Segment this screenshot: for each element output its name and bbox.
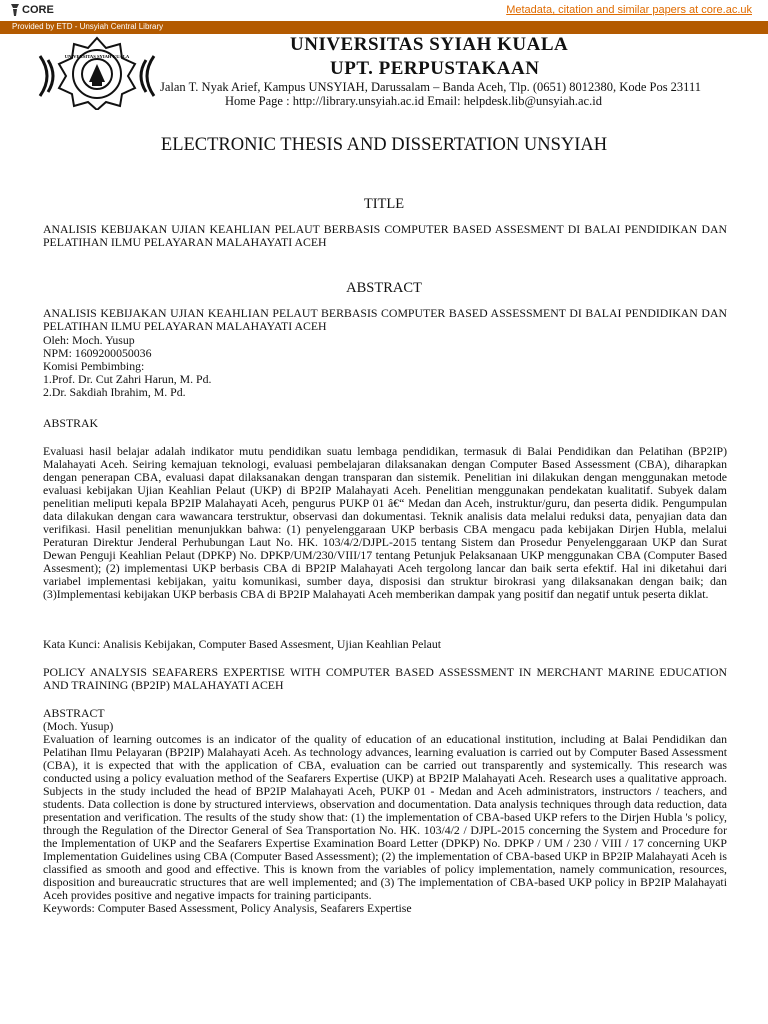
- abstrak-label: ABSTRAK: [43, 416, 99, 430]
- university-name: UNIVERSITAS SYIAH KUALA: [290, 34, 569, 55]
- provided-by-text: Provided by ETD - Unsyiah Central Library: [12, 22, 164, 31]
- core-header-bar: [0, 0, 768, 22]
- thesis-title: [43, 223, 727, 249]
- advisor-1: 1.Prof. Dr. Cut Zahri Harun, M. Pd.: [43, 372, 212, 386]
- university-seal-logo: [34, 36, 160, 110]
- abstrak-body: [43, 445, 727, 601]
- english-abstract-body: [43, 733, 727, 915]
- author-meta: [43, 334, 727, 399]
- core-logo[interactable]: [10, 3, 54, 17]
- abstract-heading: ABSTRACT: [346, 280, 422, 296]
- english-abstract-header: [43, 707, 727, 733]
- english-abstract-author: (Moch. Yusup): [43, 719, 114, 733]
- core-logo-text: CORE: [22, 4, 54, 16]
- advisor-2: 2.Dr. Sakdiah Ibrahim, M. Pd.: [43, 385, 186, 399]
- keywords-line: Keywords: Computer Based Assessment, Policy Analysis, Seafarers Expertise: [43, 901, 412, 915]
- english-title-text: POLICY ANALYSIS SEAFARERS EXPERTISE WITH COMPUTER BASED ASSESSMENT IN MERCHANT MARINE EDUCATION AND TRAINING (BP2IP) MALAHAYATI ACEH: [43, 665, 727, 692]
- page-heading: ELECTRONIC THESIS AND DISSERTATION UNSYIAH: [160, 135, 608, 155]
- author-line: Oleh: Moch. Yusup: [43, 333, 135, 347]
- title-heading: TITLE: [363, 196, 405, 212]
- abstrak-body-text: Evaluasi hasil belajar adalah indikator mutu pendidikan suatu lembaga pendidikan, termasuk di Balai Pendidikan dan Pelatihan (BP2IP) Malahayati Aceh. Seiring kemajuan teknologi, evaluasi pembelajaran dilaksanakan dengan Computer Based Assessment (CBA), diharapkan dengan penerapan CBA, evaluasi dapat dilaksanakan dengan transparan dan sistemik. Penelitian ini dilakukan dengan menggunakan metode evaluasi kebijakan Ujian Keahlian Pelaut (UKP) di BP2IP Malahayati Aceh. Penelitian menggunakan pendekatan kualitatif. Subyek dalam penelitian meliputi kepala BP2IP Malahayati Aceh, pengurus PUKP 01 â€“ Medan dan Aceh, instruktur/guru, dan peserta didik. Pengumpulan data dilakukan dengan cara wawancara terstruktur, observasi dan dokumentasi. Teknik analisis data melalui reduksi data, penyajian data dan verifikasi. Hasil penelitian menunjukkan bahwa: (1) penyelenggaraan UKP berbasis CBA mengacu pada kebijakan Dirjen Hubla, melalui Peraturan Direktur Jenderal Perhubungan Laut No. HK. 103/4/2/DJPL-2015 tentang Sistem dan Prosedur Penyelenggaraan UKP dan Surat Dewan Penguji Keahlian Pelaut (DPKP) No. DPKP/UM/230/VIII/17 tentang Petunjuk Pelaksanaan UKP menggunakan CBA (Computer Based Assesment); (2) implementasi UKP berbasis CBA di BP2IP Malahayati Aceh tergolong lancar dan baik serta efektif. Hal ini diketahui dari variabel implementasi kebijakan, yaitu komunikasi, sumber daya, disposisi dan struktur birokrasi yang dilaksanakan dengan baik; dan (3)Implementasi kebijakan UKP berbasis CBA di BP2IP Malahayati Aceh memberikan dampak yang positif dan negatif untuk peserta diklat.: [43, 444, 727, 601]
- english-abstract-label: ABSTRACT: [43, 706, 105, 720]
- english-title: [43, 666, 727, 692]
- thesis-title-text: ANALISIS KEBIJAKAN UJIAN KEAHLIAN PELAUT BERBASIS COMPUTER BASED ASSESMENT DI BALAI PENDIDIKAN DAN PELATIHAN ILMU PELAYARAN MALAHAYATI ACEH: [43, 222, 727, 249]
- abstract-title: [43, 307, 727, 333]
- provided-by-bar: [0, 21, 768, 34]
- npm-line: NPM: 1609200050036: [43, 346, 152, 360]
- kata-kunci: Kata Kunci: Analisis Kebijakan, Computer Based Assesment, Ujian Keahlian Pelaut: [43, 637, 442, 651]
- core-metadata-link[interactable]: Metadata, citation and similar papers at core.ac.uk: [506, 4, 752, 16]
- english-abstract-body-text: Evaluation of learning outcomes is an indicator of the quality of education of an educational institution, including at Balai Pendidikan dan Pelatihan Ilmu Pelayaran (BP2IP) Malahayati Aceh. As technology advances, learning evaluation is carried out by Computer Based Assessment (CBA), it is expected that with the application of CBA, evaluation can be carried out transparently and systemically. This research was conducted using a policy evaluation method of the Seafarers Expertise (UKP) at BP2IP Malahayati Aceh. Research uses a qualitative approach. Subjects in the study included the head of BP2IP Malahayati Aceh, PUKP 01 - Medan and Aceh administrators, instructors / teachers, and students. Data collection is done by structured interviews, observation and documentation. Data analysis techniques through data reduction, data presentation and verification. The results of the study show that: (1) the implementation of CBA-based UKP refers to the Dirjen Hubla 's policy, through the Regulation of the Director General of Sea Transportation No. HK. 103/4/2 / DJPL-2015 concerning the System and Procedure for the Implementation of UKP and the Seafarers Expertise Examination Board Letter (DPKP) No. DPKP / UM / 230 / VIII / 17 concerning UKP Implementation Guidelines using CBA (Computer Based Assessment); (2) the implementation of CBA-based UKP in BP2IP Malahayati Aceh is classified as smooth and good and effective. This is known from the variables of policy implementation, namely communication, resources, disposition and bureaucratic structures that are well implemented; and (3) The implementation of CBA-based UKP policy in BP2IP Malahayati Aceh provides positive and negative impacts for training participants.: [43, 732, 727, 902]
- seal-lettering: UNIVERSITAS SYIAH KUALA: [64, 54, 130, 59]
- abstract-title-text: ANALISIS KEBIJAKAN UJIAN KEAHLIAN PELAUT BERBASIS COMPUTER BASED ASSESSMENT DI BALAI PENDIDIKAN DAN PELATIHAN ILMU PELAYARAN MALAHAYATI ACEH: [43, 306, 727, 333]
- core-logo-icon: [10, 3, 20, 17]
- library-address: Jalan T. Nyak Arief, Kampus UNSYIAH, Darussalam – Banda Aceh, Tlp. (0651) 8012380, Kode Pos 23111: [160, 80, 702, 94]
- library-unit-name: UPT. PERPUSTAKAAN: [330, 58, 540, 79]
- committee-label: Komisi Pembimbing:: [43, 359, 145, 373]
- library-contact: Home Page : http://library.unsyiah.ac.id Email: helpdesk.lib@unsyiah.ac.id: [225, 94, 602, 108]
